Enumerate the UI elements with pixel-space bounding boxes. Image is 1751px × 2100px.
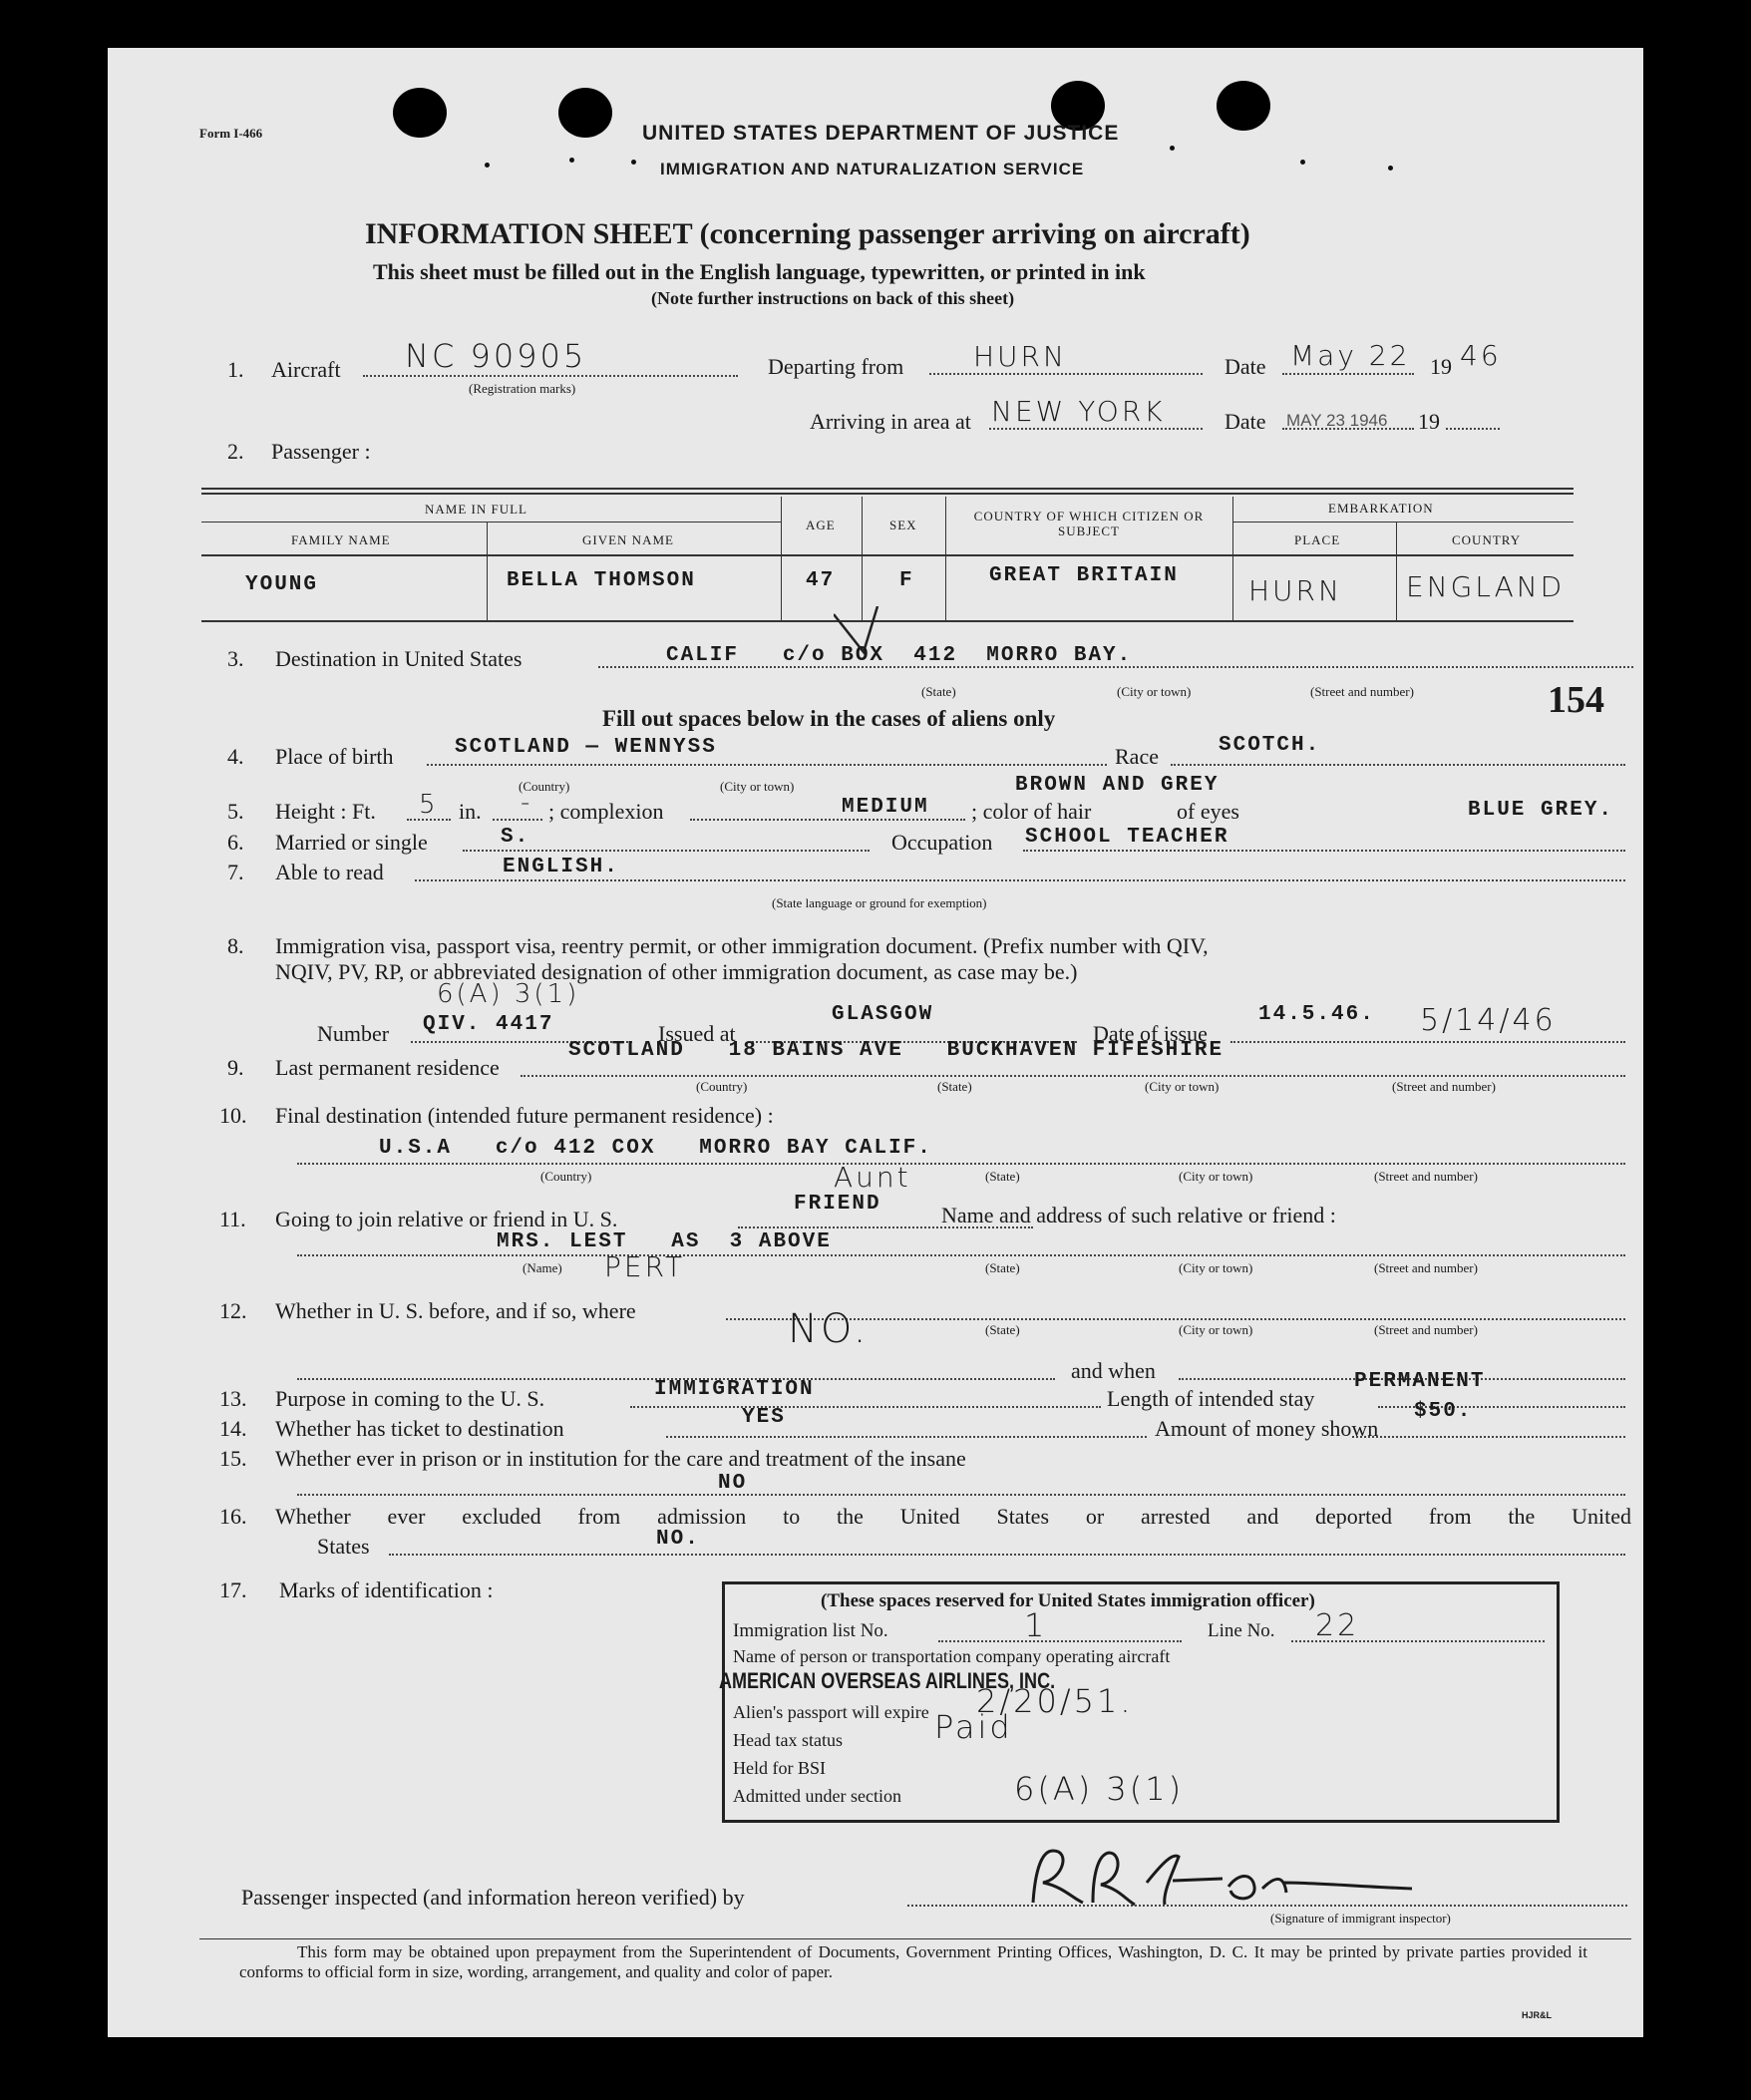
date-label: Date bbox=[1225, 409, 1266, 434]
birthplace-label: Place of birth bbox=[275, 744, 394, 769]
caption-state: (State) bbox=[985, 1260, 1020, 1275]
document-sheet bbox=[108, 48, 1643, 2037]
dotted-line bbox=[1171, 764, 1625, 766]
header-embarkation: EMBARKATION bbox=[1328, 501, 1434, 516]
purpose-value: IMMIGRATION bbox=[654, 1378, 815, 1401]
occupation-value: SCHOOL TEACHER bbox=[1025, 826, 1229, 849]
aircraft-label: Aircraft bbox=[271, 357, 341, 382]
header-family-name: FAMILY NAME bbox=[291, 532, 391, 547]
height-ft-value: 5 bbox=[419, 790, 439, 820]
dotted-line bbox=[297, 1254, 1625, 1256]
issue-date-hand: 5/14/46 bbox=[1420, 1003, 1557, 1038]
caption-city: (City or town) bbox=[1179, 1260, 1253, 1275]
visa-text-line1: Immigration visa, passport visa, reentry permit, or other immigration document. (Prefix number with QIV, bbox=[275, 933, 1209, 958]
eyes-label: of eyes bbox=[1177, 799, 1239, 824]
dotted-line bbox=[389, 1554, 1625, 1556]
excluded-label-line1: Whether ever excluded from admission to the United States or arrested and deported from the United bbox=[275, 1504, 1631, 1529]
arriving-label: Arriving in area at bbox=[810, 409, 971, 434]
given-name-value: BELLA THOMSON bbox=[507, 569, 696, 592]
dotted-line bbox=[1446, 428, 1500, 430]
speck bbox=[485, 163, 490, 168]
arrival-date-stamp: MAY 23 1946 bbox=[1286, 411, 1388, 430]
item-number: 9. bbox=[227, 1055, 244, 1080]
dotted-line bbox=[415, 879, 1625, 881]
punch-hole bbox=[393, 88, 447, 138]
issued-label: Issued at bbox=[658, 1021, 736, 1046]
dotted-line bbox=[427, 764, 1107, 766]
caption-country: (Country) bbox=[696, 1079, 748, 1094]
sex-value: F bbox=[899, 569, 914, 592]
item-number: 13. bbox=[219, 1386, 247, 1411]
complexion-value: MEDIUM bbox=[842, 796, 929, 819]
passenger-label: Passenger : bbox=[271, 439, 371, 464]
line-value: 22 bbox=[1315, 1608, 1360, 1643]
issue-date-label: Date of issue bbox=[1093, 1021, 1208, 1046]
caption-name: (Name) bbox=[523, 1260, 562, 1275]
header-age: AGE bbox=[806, 518, 836, 532]
stay-value: PERMANENT bbox=[1354, 1370, 1486, 1393]
race-label: Race bbox=[1115, 744, 1159, 769]
item-number: 3. bbox=[227, 646, 244, 671]
inches-label: in. bbox=[459, 799, 482, 824]
caption-city: (City or town) bbox=[1179, 1322, 1253, 1337]
passport-value: 2/20/51. bbox=[976, 1682, 1134, 1720]
header-emb-country: COUNTRY bbox=[1452, 532, 1522, 547]
dotted-line bbox=[989, 428, 1203, 430]
item-number: 4. bbox=[227, 744, 244, 769]
dotted-line bbox=[690, 819, 965, 821]
aircraft-caption: (Registration marks) bbox=[469, 381, 576, 396]
caption-state: (State) bbox=[921, 684, 956, 699]
visa-text-line2: NQIV, PV, RP, or abbreviated designation of other immigration document, as case may be.) bbox=[275, 959, 1078, 984]
money-value: $50. bbox=[1414, 1400, 1473, 1423]
company-label: Name of person or transportation company operating aircraft bbox=[733, 1646, 1171, 1666]
caption-city: (City or town) bbox=[1117, 684, 1192, 699]
excluded-label-line2: States bbox=[317, 1534, 370, 1559]
final-destination-label: Final destination (intended future permanent residence) : bbox=[275, 1103, 774, 1128]
caption-country: (Country) bbox=[540, 1169, 592, 1184]
caption-state: (State) bbox=[985, 1322, 1020, 1337]
relative-address-label: Name and address of such relative or friend : bbox=[941, 1203, 1336, 1227]
height-in-value: - bbox=[521, 788, 533, 818]
relative-name-hand: PERT bbox=[604, 1250, 686, 1283]
caption-city: (City or town) bbox=[720, 779, 795, 794]
sheet-number: 154 bbox=[1548, 679, 1604, 721]
excluded-value: NO. bbox=[656, 1528, 700, 1551]
header-given-name: GIVEN NAME bbox=[582, 532, 674, 547]
relation-value: FRIEND bbox=[794, 1193, 881, 1216]
dotted-line bbox=[1352, 1436, 1625, 1438]
issued-value: GLASGOW bbox=[832, 1003, 934, 1026]
ticket-label: Whether has ticket to destination bbox=[275, 1416, 564, 1441]
item-number: 7. bbox=[227, 860, 244, 884]
dotted-line bbox=[630, 1406, 1101, 1408]
residence-value: SCOTLAND 18 BAINS AVE BUCKHAVEN FIFESHIRE bbox=[568, 1039, 1225, 1062]
headtax-label: Head tax status bbox=[733, 1730, 843, 1750]
when-label: and when bbox=[1071, 1358, 1156, 1383]
list-value: 1 bbox=[1024, 1606, 1048, 1644]
item-number: 2. bbox=[227, 439, 244, 464]
item-number: 16. bbox=[219, 1504, 247, 1529]
speck bbox=[1300, 160, 1305, 165]
hair-label: ; color of hair bbox=[971, 799, 1092, 824]
embark-place-value: HURN bbox=[1248, 574, 1342, 607]
item-number: 6. bbox=[227, 830, 244, 855]
header-sex: SEX bbox=[889, 518, 917, 532]
aliens-note: Fill out spaces below in the cases of aliens only bbox=[602, 706, 1056, 731]
header-place: PLACE bbox=[1294, 532, 1341, 547]
caption-street: (Street and number) bbox=[1374, 1322, 1478, 1337]
marital-value: S. bbox=[501, 826, 530, 849]
caption-country: (Country) bbox=[519, 779, 570, 794]
birthplace-value: SCOTLAND — WENNYSS bbox=[455, 736, 717, 759]
dotted-line bbox=[297, 1163, 1625, 1165]
embark-country-value: ENGLAND bbox=[1406, 570, 1566, 603]
punch-hole bbox=[1217, 81, 1270, 131]
departing-label: Departing from bbox=[768, 354, 904, 379]
departure-date-value: May 22 bbox=[1290, 339, 1411, 372]
item-number: 1. bbox=[227, 357, 244, 382]
date-label: Date bbox=[1225, 354, 1266, 379]
purpose-label: Purpose in coming to the U. S. bbox=[275, 1386, 545, 1411]
departing-value: HURN bbox=[973, 340, 1067, 373]
inspection-label: Passenger inspected (and information hereon verified) by bbox=[241, 1885, 745, 1910]
dotted-line bbox=[363, 375, 738, 377]
previous-stay-label: Whether in U. S. before, and if so, where bbox=[275, 1298, 636, 1323]
company-value: AMERICAN OVERSEAS AIRLINES, INC. bbox=[719, 1668, 1056, 1693]
identification-label: Marks of identification : bbox=[279, 1577, 494, 1602]
residence-label: Last permanent residence bbox=[275, 1055, 500, 1080]
family-name-value: YOUNG bbox=[245, 573, 319, 596]
dotted-line bbox=[1282, 373, 1414, 375]
form-number: Form I-466 bbox=[199, 126, 263, 141]
item-number: 12. bbox=[219, 1298, 247, 1323]
ticket-value: YES bbox=[742, 1406, 786, 1429]
line-label: Line No. bbox=[1208, 1620, 1275, 1641]
item-number: 11. bbox=[219, 1207, 246, 1231]
department-name: UNITED STATES DEPARTMENT OF JUSTICE bbox=[642, 122, 1120, 145]
age-value: 47 bbox=[806, 569, 836, 592]
prison-value: NO bbox=[718, 1472, 748, 1495]
speck bbox=[569, 158, 574, 163]
list-label: Immigration list No. bbox=[733, 1620, 888, 1641]
citizen-value: GREAT BRITAIN bbox=[989, 564, 1179, 587]
dotted-line bbox=[297, 1494, 1625, 1496]
service-name: IMMIGRATION AND NATURALIZATION SERVICE bbox=[660, 160, 1085, 178]
money-label: Amount of money shown bbox=[1155, 1416, 1379, 1441]
caption-state: (State) bbox=[985, 1169, 1020, 1184]
dotted-line bbox=[666, 1436, 1147, 1438]
complexion-label: ; complexion bbox=[548, 799, 664, 824]
bsi-label: Held for BSI bbox=[733, 1758, 826, 1778]
form-note: (Note further instructions on back of this sheet) bbox=[651, 288, 1015, 308]
previous-stay-value: NO. bbox=[788, 1306, 870, 1352]
number-value: QIV. 4417 bbox=[423, 1013, 554, 1036]
race-value: SCOTCH. bbox=[1219, 734, 1321, 757]
destination-label: Destination in United States bbox=[275, 646, 523, 671]
speck bbox=[1170, 146, 1175, 151]
number-label: Number bbox=[317, 1021, 390, 1046]
dotted-line bbox=[938, 1640, 1182, 1642]
punch-hole bbox=[558, 88, 612, 138]
dotted-line bbox=[463, 850, 870, 852]
read-label: Able to read bbox=[275, 860, 384, 884]
item-number: 8. bbox=[227, 933, 244, 958]
officer-box-title: (These spaces reserved for United States immigration officer) bbox=[821, 1590, 1315, 1611]
caption-city: (City or town) bbox=[1179, 1169, 1253, 1184]
year-prefix: 19 bbox=[1418, 409, 1440, 434]
officer-box bbox=[719, 1581, 1560, 1823]
marital-label: Married or single bbox=[275, 830, 428, 855]
item-number: 5. bbox=[227, 799, 244, 824]
printer-mark: HJR&L bbox=[1522, 2010, 1553, 2020]
number-hand: 6(A) 3(1) bbox=[437, 979, 580, 1009]
admitted-value: 6(A) 3(1) bbox=[1014, 1770, 1185, 1808]
occupation-label: Occupation bbox=[891, 830, 993, 855]
dotted-line bbox=[493, 819, 542, 821]
item-number: 15. bbox=[219, 1446, 247, 1471]
read-caption: (State language or ground for exemption) bbox=[772, 895, 987, 910]
dotted-line bbox=[1230, 1041, 1625, 1043]
speck bbox=[631, 160, 636, 165]
caption-city: (City or town) bbox=[1145, 1079, 1220, 1094]
height-label: Height : Ft. bbox=[275, 799, 376, 824]
stay-label: Length of intended stay bbox=[1107, 1386, 1315, 1411]
form-title: INFORMATION SHEET (concerning passenger arriving on aircraft) bbox=[365, 217, 1250, 250]
caption-street: (Street and number) bbox=[1374, 1169, 1478, 1184]
dotted-line bbox=[1023, 850, 1625, 852]
caption-street: (Street and number) bbox=[1310, 684, 1414, 699]
relative-value: MRS. LEST AS 3 ABOVE bbox=[497, 1230, 832, 1253]
item-number: 10. bbox=[219, 1103, 247, 1128]
departure-year-value: 46 bbox=[1460, 339, 1502, 372]
header-country: COUNTRY OF WHICH CITIZEN OR SUBJECT bbox=[973, 509, 1205, 538]
destination-value: CALIF c/o BOX 412 MORRO BAY. bbox=[666, 644, 1133, 667]
dotted-line bbox=[929, 373, 1203, 375]
dotted-line bbox=[521, 1075, 1625, 1077]
eyes-value: BLUE GREY. bbox=[1468, 799, 1614, 822]
passport-label: Alien's passport will expire bbox=[733, 1702, 929, 1722]
prison-label: Whether ever in prison or in institution for the care and treatment of the insane bbox=[275, 1446, 966, 1471]
item-number: 17. bbox=[219, 1577, 247, 1602]
relation-hand: Aunt bbox=[834, 1161, 911, 1194]
read-value: ENGLISH. bbox=[503, 856, 619, 878]
headtax-value: Paid bbox=[934, 1708, 1013, 1746]
issue-date-value: 14.5.46. bbox=[1258, 1003, 1375, 1026]
hair-value: BROWN AND GREY bbox=[1015, 774, 1220, 797]
item-number: 14. bbox=[219, 1416, 247, 1441]
join-label: Going to join relative or friend in U. S. bbox=[275, 1207, 618, 1231]
arriving-value: NEW YORK bbox=[991, 395, 1166, 428]
admitted-label: Admitted under section bbox=[733, 1786, 901, 1806]
final-destination-value: U.S.A c/o 412 COX MORRO BAY CALIF. bbox=[379, 1137, 932, 1160]
year-prefix: 19 bbox=[1430, 354, 1452, 379]
header-name-in-full: NAME IN FULL bbox=[425, 502, 527, 517]
inspector-signature bbox=[1023, 1843, 1422, 1913]
signature-caption: (Signature of immigrant inspector) bbox=[1270, 1911, 1451, 1925]
form-subtitle: This sheet must be filled out in the English language, typewritten, or printed in ink bbox=[373, 259, 1146, 284]
caption-street: (Street and number) bbox=[1392, 1079, 1496, 1094]
speck bbox=[1388, 166, 1393, 171]
aircraft-value: NC 90905 bbox=[405, 337, 587, 375]
caption-state: (State) bbox=[937, 1079, 972, 1094]
footer-text: This form may be obtained upon prepayment from the Superintendent of Documents, Government Printing Offices, Washington, D. C. It may be printed by private parties provided it conforms to official form in size, wording, arrangement, and quality and color of paper. bbox=[239, 1942, 1587, 1981]
caption-street: (Street and number) bbox=[1374, 1260, 1478, 1275]
